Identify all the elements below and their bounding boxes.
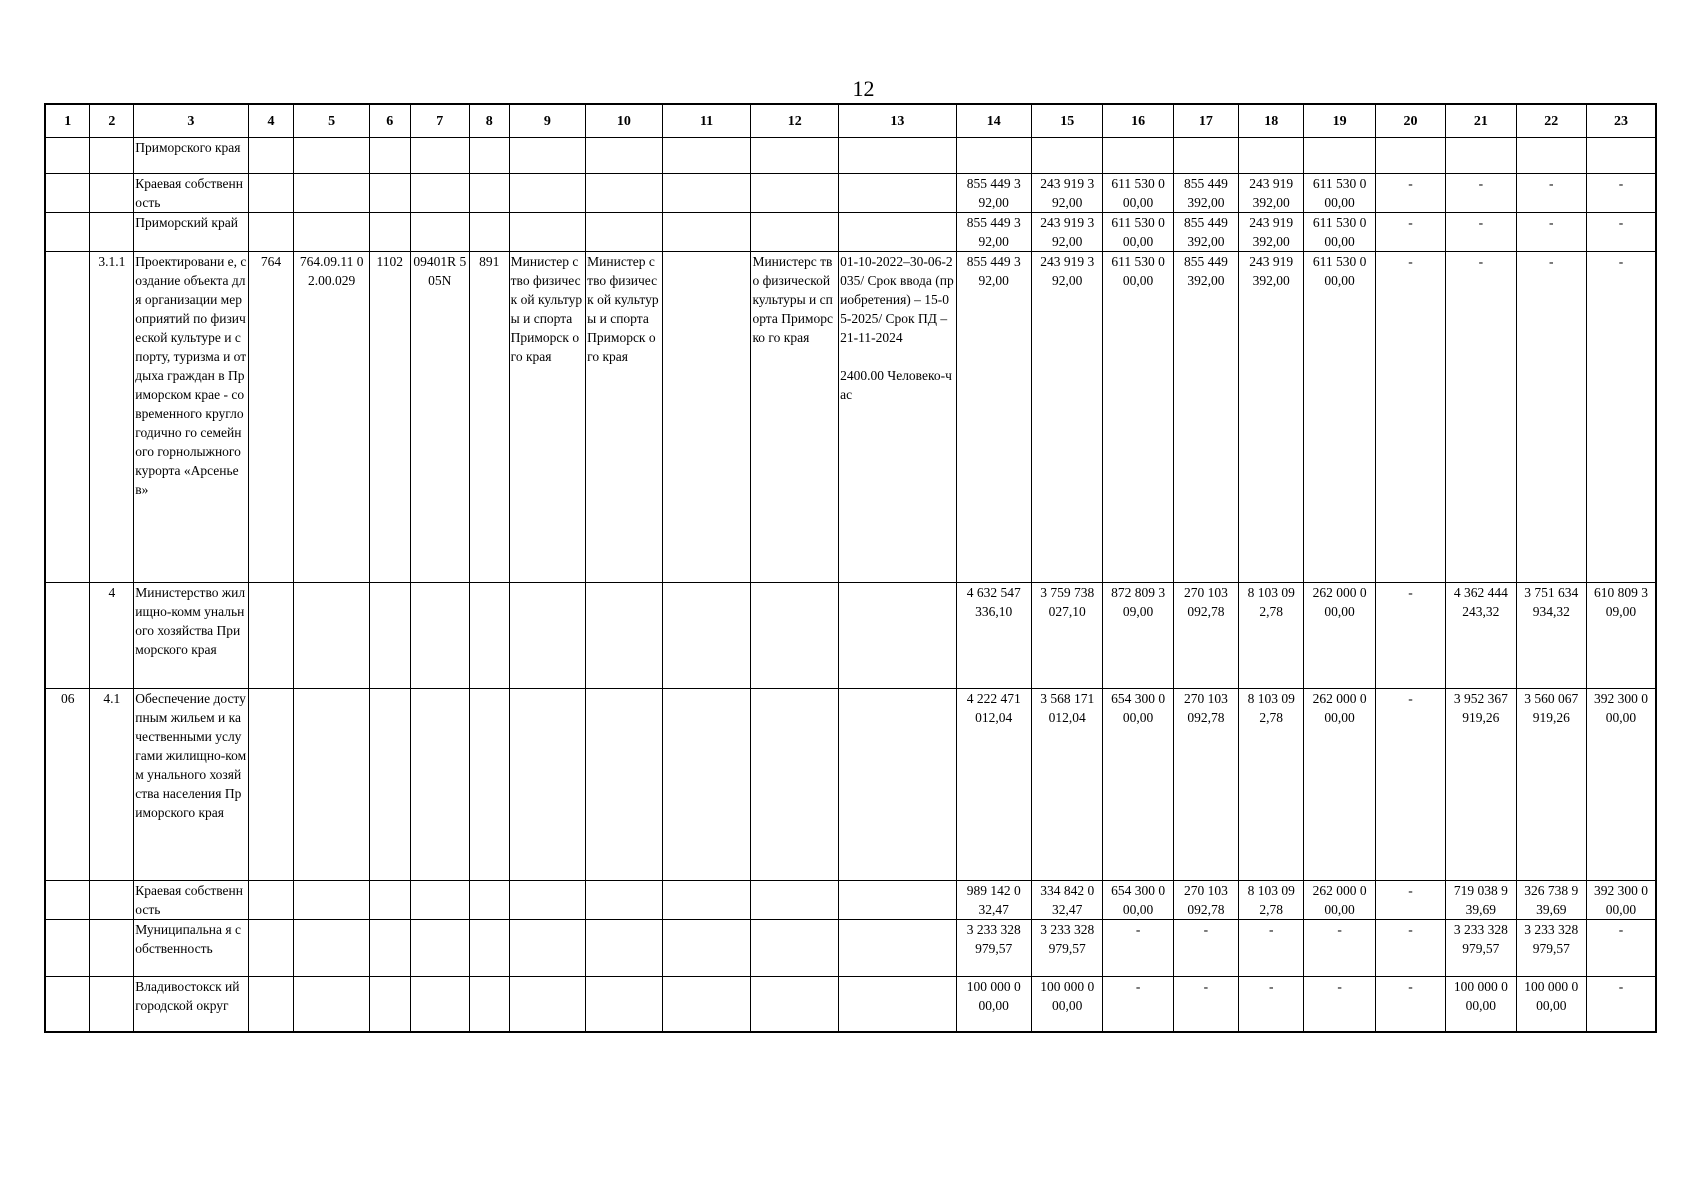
column-header-8: 8 [469,104,509,138]
table-cell-col-21: 3 952 367 919,26 [1446,689,1516,881]
table-cell-col-9 [509,881,586,920]
table-cell-col-17: 270 103 092,78 [1173,881,1238,920]
table-row [45,920,1656,977]
table-cell-col-9 [509,920,586,977]
table-cell-col-16: 611 530 0 00,00 [1103,252,1173,583]
table-cell-col-14: 855 449 3 92,00 [956,174,1031,213]
table-row [45,213,1656,252]
table-cell-col-22: - [1516,213,1586,252]
column-header-14: 14 [956,104,1031,138]
table-cell-col-23: - [1586,213,1656,252]
table-cell-col-13 [839,213,956,252]
table-cell-col-14: 855 449 3 92,00 [956,213,1031,252]
table-cell-col-16: - [1103,977,1173,1032]
table-cell-col-6 [369,174,410,213]
table-cell-col-11 [662,689,751,881]
column-header-11: 11 [662,104,751,138]
table-cell-col-17 [1173,138,1238,174]
column-header-17: 17 [1173,104,1238,138]
table-cell-col-11 [662,252,751,583]
table-row [45,583,1656,689]
column-header-2: 2 [90,104,134,138]
table-cell-col-7 [410,881,469,920]
table-row [45,689,1656,881]
table-cell-col-13 [839,881,956,920]
table-cell-col-23: - [1586,174,1656,213]
table-cell-col-14: 855 449 3 92,00 [956,252,1031,583]
table-cell-col-10 [586,583,663,689]
column-header-21: 21 [1446,104,1516,138]
table-cell-col-6 [369,213,410,252]
table-cell-col-18: 8 103 09 2,78 [1239,881,1304,920]
table-cell-col-5 [294,138,369,174]
column-header-3: 3 [134,104,248,138]
table-cell-col-11 [662,920,751,977]
table-cell-col-11 [662,977,751,1032]
table-cell-col-14: 4 222 471 012,04 [956,689,1031,881]
column-header-9: 9 [509,104,586,138]
table-cell-col-8 [469,977,509,1032]
table-cell-col-8 [469,138,509,174]
table-cell-col-6 [369,920,410,977]
table-cell-col-3: Приморский край [134,213,248,252]
table-cell-col-22: 3 560 067 919,26 [1516,689,1586,881]
table-cell-col-19 [1304,138,1375,174]
column-header-4: 4 [248,104,294,138]
table-cell-col-4 [248,977,294,1032]
table-cell-col-19: - [1304,920,1375,977]
table-cell-col-1 [45,977,90,1032]
table-cell-col-4 [248,138,294,174]
table-cell-col-1 [45,138,90,174]
table-row [45,252,1656,583]
table-cell-col-5 [294,920,369,977]
table-cell-col-6 [369,689,410,881]
table-row [45,138,1656,174]
table-cell-col-10 [586,977,663,1032]
column-header-18: 18 [1239,104,1304,138]
column-header-19: 19 [1304,104,1375,138]
table-cell-col-18: 8 103 09 2,78 [1239,689,1304,881]
table-cell-col-15: 243 919 3 92,00 [1031,252,1102,583]
table-cell-col-21: 719 038 9 39,69 [1446,881,1516,920]
table-cell-col-1 [45,213,90,252]
table-cell-col-8: 891 [469,252,509,583]
table-cell-col-7 [410,213,469,252]
table-cell-col-15: 334 842 0 32,47 [1031,881,1102,920]
table-cell-col-5 [294,213,369,252]
table-cell-col-11 [662,213,751,252]
column-header-5: 5 [294,104,369,138]
table-cell-col-15: 3 568 171 012,04 [1031,689,1102,881]
table-cell-col-18: - [1239,920,1304,977]
header-row [45,104,1656,138]
column-header-7: 7 [410,104,469,138]
table-cell-col-12: Министерс тво физической культуры и спорта Приморско го края [751,252,839,583]
table-cell-col-20: - [1375,174,1445,213]
table-cell-col-23: 392 300 0 00,00 [1586,689,1656,881]
table-cell-col-14: 4 632 547 336,10 [956,583,1031,689]
table-cell-col-21: 3 233 328 979,57 [1446,920,1516,977]
table-cell-col-5 [294,174,369,213]
table-cell-col-11 [662,174,751,213]
table-cell-col-15: 243 919 3 92,00 [1031,174,1102,213]
table-cell-col-12 [751,920,839,977]
table-cell-col-17: 270 103 092,78 [1173,583,1238,689]
table-cell-col-4 [248,213,294,252]
table-cell-col-21 [1446,138,1516,174]
column-header-20: 20 [1375,104,1445,138]
table-cell-col-1 [45,174,90,213]
table-cell-col-6 [369,583,410,689]
table-cell-col-23: 610 809 3 09,00 [1586,583,1656,689]
table-cell-col-14: 989 142 0 32,47 [956,881,1031,920]
table-cell-col-3: Приморского края [134,138,248,174]
table-cell-col-6 [369,881,410,920]
budget-table [44,103,1657,1033]
table-cell-col-4 [248,920,294,977]
table-cell-col-1 [45,252,90,583]
column-header-6: 6 [369,104,410,138]
table-cell-col-23: 392 300 0 00,00 [1586,881,1656,920]
table-cell-col-4 [248,881,294,920]
table-cell-col-3: Краевая собственность [134,881,248,920]
table-cell-col-15: 243 919 3 92,00 [1031,213,1102,252]
table-cell-col-12 [751,881,839,920]
table-cell-col-21: - [1446,174,1516,213]
table-cell-col-13: 01-10-2022–30-06-2035/ Срок ввода (приобретения) – 15-05-2025/ Срок ПД – 21-11-2024 2400.00 Человеко-час [839,252,956,583]
table-cell-col-9 [509,977,586,1032]
table-cell-col-6 [369,977,410,1032]
table-cell-col-3: Министерство жилищно-комм унального хозяйства Приморского края [134,583,248,689]
table-cell-col-3: Владивостокск ий городской округ [134,977,248,1032]
table-cell-col-16: 654 300 0 00,00 [1103,881,1173,920]
table-cell-col-10 [586,213,663,252]
table-cell-col-17: 855 449 392,00 [1173,213,1238,252]
column-header-12: 12 [751,104,839,138]
table-cell-col-20: - [1375,977,1445,1032]
table-cell-col-2 [90,213,134,252]
table-cell-col-17: 270 103 092,78 [1173,689,1238,881]
column-header-23: 23 [1586,104,1656,138]
table-cell-col-10 [586,138,663,174]
table-cell-col-5 [294,881,369,920]
table-cell-col-14: 3 233 328 979,57 [956,920,1031,977]
table-cell-col-17: 855 449 392,00 [1173,174,1238,213]
table-cell-col-13 [839,920,956,977]
table-cell-col-8 [469,920,509,977]
table-cell-col-22 [1516,138,1586,174]
table-cell-col-19: - [1304,977,1375,1032]
table-cell-col-7 [410,138,469,174]
table-cell-col-22: 100 000 0 00,00 [1516,977,1586,1032]
table-cell-col-20: - [1375,213,1445,252]
column-header-22: 22 [1516,104,1586,138]
table-cell-col-9: Министер ство физическ ой культуры и спорта Приморск ого края [509,252,586,583]
table-cell-col-2: 3.1.1 [90,252,134,583]
table-row [45,174,1656,213]
table-cell-col-1 [45,881,90,920]
table-cell-col-8 [469,583,509,689]
table-cell-col-15 [1031,138,1102,174]
table-cell-col-1 [45,583,90,689]
table-cell-col-4 [248,689,294,881]
table-row [45,881,1656,920]
column-header-10: 10 [586,104,663,138]
table-cell-col-7 [410,174,469,213]
table-cell-col-18: 243 919 392,00 [1239,252,1304,583]
table-cell-col-2: 4 [90,583,134,689]
table-cell-col-20: - [1375,881,1445,920]
table-cell-col-17: 855 449 392,00 [1173,252,1238,583]
table-cell-col-15: 3 759 738 027,10 [1031,583,1102,689]
table-cell-col-22: 326 738 9 39,69 [1516,881,1586,920]
table-cell-col-7 [410,920,469,977]
table-cell-col-5 [294,583,369,689]
table-cell-col-2: 4.1 [90,689,134,881]
table-cell-col-9 [509,213,586,252]
table-cell-col-1 [45,920,90,977]
table-cell-col-19: 262 000 0 00,00 [1304,583,1375,689]
table-cell-col-7 [410,689,469,881]
table-cell-col-20: - [1375,583,1445,689]
table-cell-col-21: - [1446,252,1516,583]
table-cell-col-18: 8 103 09 2,78 [1239,583,1304,689]
table-cell-col-7 [410,977,469,1032]
table-cell-col-12 [751,977,839,1032]
table-cell-col-4: 764 [248,252,294,583]
table-cell-col-2 [90,920,134,977]
table-cell-col-18: 243 919 392,00 [1239,213,1304,252]
page-number: 12 [852,76,875,101]
table-cell-col-17: - [1173,977,1238,1032]
column-header-16: 16 [1103,104,1173,138]
table-cell-col-12 [751,213,839,252]
table-cell-col-10 [586,920,663,977]
table-cell-col-18: - [1239,977,1304,1032]
column-header-13: 13 [839,104,956,138]
table-cell-col-20 [1375,138,1445,174]
table-row [45,977,1656,1032]
table-cell-col-22: 3 751 634 934,32 [1516,583,1586,689]
table-cell-col-2 [90,174,134,213]
table-cell-col-12 [751,689,839,881]
table-cell-col-16: 611 530 0 00,00 [1103,174,1173,213]
table-cell-col-9 [509,174,586,213]
table-cell-col-16: 611 530 0 00,00 [1103,213,1173,252]
table-cell-col-18 [1239,138,1304,174]
table-cell-col-19: 611 530 0 00,00 [1304,252,1375,583]
table-cell-col-16: 654 300 0 00,00 [1103,689,1173,881]
table-cell-col-19: 611 530 0 00,00 [1304,174,1375,213]
column-header-15: 15 [1031,104,1102,138]
table-cell-col-3: Обеспечение доступным жильем и качественными услугами жилищно-комм унального хозяйства населения Приморского края [134,689,248,881]
table-cell-col-9 [509,689,586,881]
table-cell-col-19: 262 000 0 00,00 [1304,881,1375,920]
table-cell-col-13 [839,689,956,881]
table-cell-col-12 [751,174,839,213]
table-cell-col-13 [839,977,956,1032]
table-cell-col-11 [662,881,751,920]
table-cell-col-17: - [1173,920,1238,977]
table-cell-col-12 [751,138,839,174]
table-cell-col-3: Краевая собственность [134,174,248,213]
table-cell-col-2 [90,977,134,1032]
table-cell-col-13 [839,583,956,689]
table-cell-col-23: - [1586,977,1656,1032]
table-cell-col-21: 4 362 444 243,32 [1446,583,1516,689]
table-cell-col-22: 3 233 328 979,57 [1516,920,1586,977]
table-cell-col-9 [509,138,586,174]
table-cell-col-10: Министер ство физическ ой культуры и спорта Приморск ого края [586,252,663,583]
table-cell-col-16: - [1103,920,1173,977]
table-cell-col-19: 262 000 0 00,00 [1304,689,1375,881]
table-cell-col-22: - [1516,252,1586,583]
table-cell-col-11 [662,583,751,689]
table-cell-col-3: Проектировани е, создание объекта для организации мероприятий по физической культуре и спорту, туризма и отдыха граждан в Приморском крае - современного круглогодично го семейного горнолыжного курорта «Арсеньев» [134,252,248,583]
table-cell-col-9 [509,583,586,689]
table-cell-col-2 [90,138,134,174]
table-cell-col-13 [839,138,956,174]
table-cell-col-15: 100 000 0 00,00 [1031,977,1102,1032]
table-cell-col-16 [1103,138,1173,174]
table-cell-col-20: - [1375,689,1445,881]
table-cell-col-14 [956,138,1031,174]
table-cell-col-10 [586,174,663,213]
table-cell-col-4 [248,174,294,213]
table-cell-col-8 [469,174,509,213]
table-cell-col-11 [662,138,751,174]
table-cell-col-8 [469,213,509,252]
table-cell-col-13 [839,174,956,213]
table-cell-col-12 [751,583,839,689]
table-cell-col-19: 611 530 0 00,00 [1304,213,1375,252]
table-cell-col-7: 09401R 505N [410,252,469,583]
table-cell-col-23: - [1586,252,1656,583]
table-cell-col-5 [294,977,369,1032]
table-cell-col-3: Муниципальна я собственность [134,920,248,977]
table-cell-col-2 [90,881,134,920]
table-cell-col-20: - [1375,920,1445,977]
table-cell-col-15: 3 233 328 979,57 [1031,920,1102,977]
table-cell-col-6 [369,138,410,174]
table-cell-col-21: 100 000 0 00,00 [1446,977,1516,1032]
table-cell-col-16: 872 809 3 09,00 [1103,583,1173,689]
table-cell-col-23: - [1586,920,1656,977]
table-cell-col-10 [586,689,663,881]
table-cell-col-22: - [1516,174,1586,213]
table-cell-col-20: - [1375,252,1445,583]
table-cell-col-5 [294,689,369,881]
table-cell-col-7 [410,583,469,689]
table-cell-col-6: 1102 [369,252,410,583]
table-cell-col-23 [1586,138,1656,174]
table-cell-col-8 [469,881,509,920]
table-cell-col-21: - [1446,213,1516,252]
table-cell-col-18: 243 919 392,00 [1239,174,1304,213]
table-cell-col-10 [586,881,663,920]
table-cell-col-5: 764.09.11 02.00.029 [294,252,369,583]
table-cell-col-4 [248,583,294,689]
table-cell-col-8 [469,689,509,881]
table-cell-col-1: 06 [45,689,90,881]
column-header-1: 1 [45,104,90,138]
table-cell-col-14: 100 000 0 00,00 [956,977,1031,1032]
